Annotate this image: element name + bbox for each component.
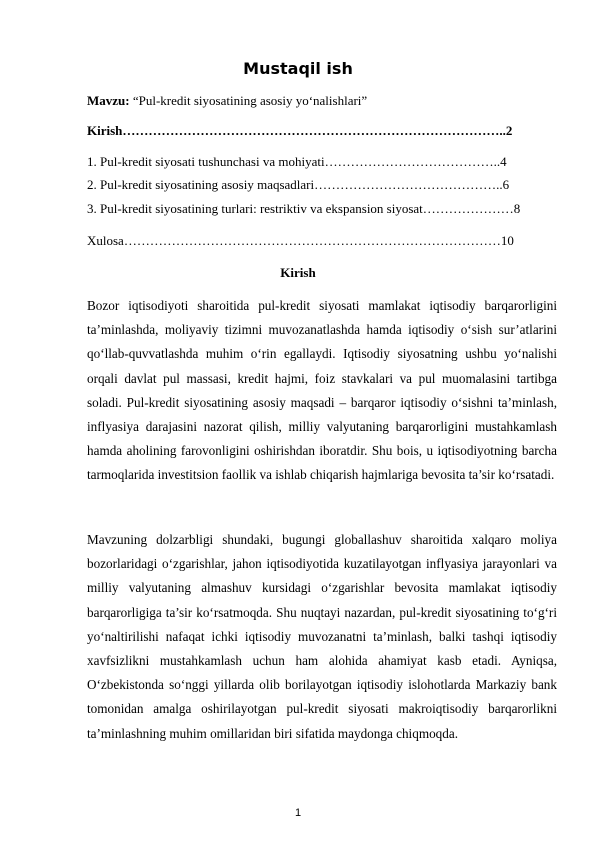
topic-label: Mavzu: bbox=[87, 93, 130, 108]
topic-line bbox=[87, 93, 557, 108]
toc-item-2: 2. Pul-kredit siyosatining asosiy maqsadlari……………………………………..6 bbox=[87, 177, 510, 192]
page-number: 1 bbox=[294, 807, 302, 819]
toc-conclusion: Xulosa……………………………………………………………………………10 bbox=[87, 233, 514, 248]
paragraph-1: Bozor iqtisodiyoti sharoitida pul-kredit siyosati mamlakat iqtisodiy barqarorligini ta’minlashda, moliyaviy tizimni muvozanatlashda hamda iqtisodiy o‘sish sur’atlarini qo‘llab-quvvatlashda muhim o‘rin egallaydi. Iqtisodiy siyosatning ushbu yo‘nalishi orqali davlat pul massasi, kredit hajmi, foiz stavkalari va pul muomalasini tartibga soladi. Pul-kredit siyosatining asosiy maqsadi – barqaror iqtisodiy o‘sishni ta’minlash, inflyasiya darajasini nazorat qilish, milliy valyutaning barqarorligini mustahkamlash hamda aholining farovonligini oshirishdan iboratdir. Shu bois, u iqtisodiyotning barcha tarmoqlarida investitsion faollik va ishlab chiqarish hajmlariga bevosita ta’sir ko‘rsatadi. bbox=[87, 298, 557, 483]
section-heading: Kirish bbox=[280, 265, 316, 280]
toc-item-3: 3. Pul-kredit siyosatining turlari: restriktiv va ekspansion siyosat…………………8 bbox=[87, 201, 521, 216]
document-title: Mustaqil ish bbox=[243, 59, 353, 78]
topic-text: “Pul-kredit siyosatining asosiy yo‘nalishlari” bbox=[129, 93, 368, 108]
toc-intro: Kirish……………………………………………………………………………..2 bbox=[87, 123, 513, 138]
paragraph-2: Mavzuning dolzarbligi shundaki, bugungi globallashuv sharoitida xalqaro moliya bozorlaridagi o‘zgarishlar, jahon iqtisodiyotida kuzatilayotgan inflyasiya jarayonlari va milliy valyutaning almashuv kursidagi o‘zgarishlar bevosita mamlakat iqtisodiy barqarorligiga ta’sir ko‘rsatmoqda. Shu nuqtayi nazardan, pul-kredit siyosatining to‘g‘ri yo‘naltirilishi nafaqat ichki iqtisodiy muvozanatni ta’minlash, balki tashqi iqtisodiy xavfsizlikni mustahkamlash uchun ham alohida ahamiyat kasb etadi. Ayniqsa, O‘zbekistonda so‘nggi yillarda olib borilayotgan iqtisodiy islohotlarda Markaziy bank tomonidan amalga oshirilayotgan pul-kredit siyosati makroiqtisodiy barqarorlikni ta’minlashning muhim omillaridan biri sifatida maydonga chiqmoqda. bbox=[87, 532, 557, 741]
toc-item-1: 1. Pul-kredit siyosati tushunchasi va mohiyati…………………………………..4 bbox=[87, 154, 507, 169]
